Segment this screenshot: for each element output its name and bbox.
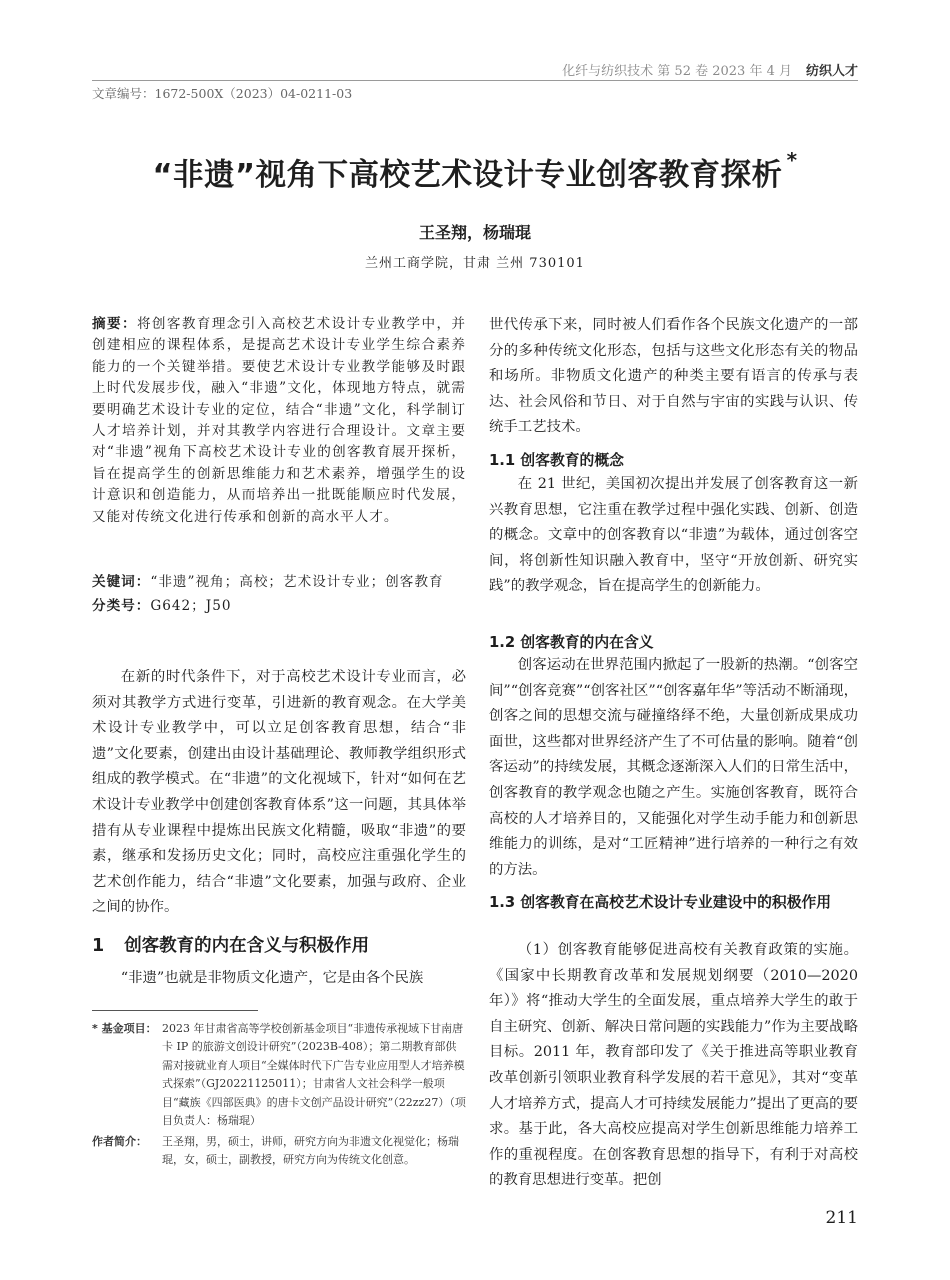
- keywords-text: “非遗”视角；高校；艺术设计专业；创客教育: [150, 574, 444, 590]
- title-text: “非遗”视角下高校艺术设计专业创客教育探析: [152, 158, 783, 193]
- section-1-2-heading: 1.2 创客教育的内在含义: [489, 634, 654, 651]
- fund-text: 2023 年甘肃省高等学校创新基金项目“非遗传承视域下甘南唐卡 IP 的旅游文创设计研究”（2023B-408）；第二期教育部供需对接就业育人项目“全媒体时代下广告专业应用型人才培养模式探索”（GJ20221125011）；甘肃省人文社会科学一般项目“藏族《四部医典》的唐卡文创产品设计研究”（22zz27）（项目负责人：杨瑞琨）: [162, 1022, 466, 1128]
- abstract-text: 将创客教育理念引入高校艺术设计专业教学中，并创建相应的课程体系，是提高艺术设计专业学生综合素养能力的一个关键举措。要使艺术设计专业教学能够及时跟上时代发展步伐，融入“非遗”文化，体现地方特点，就需要明确艺术设计专业的定位，结合“非遗”文化，科学制订人才培养计划，并对其教学内容进行合理设计。文章主要对“非遗”视角下高校艺术设计专业的创客教育展开探析，旨在提高学生的创新思维能力和艺术素养，增强学生的设计意识和创造能力，从而培养出一批既能顺应时代发展，又能对传统文化进行传承和创新的高水平人才。: [92, 316, 467, 525]
- section-1-number: 1: [92, 936, 105, 956]
- page-number: 211: [825, 1208, 858, 1228]
- fund-label: * 基金项目：: [92, 1022, 157, 1035]
- journal-info: 化纤与纺织技术 第 52 卷 2023 年 4 月: [562, 64, 792, 79]
- section-1-title: 创客教育的内在含义与积极作用: [124, 936, 370, 956]
- right-continued-para: 世代传承下来，同时被人们看作各个民族文化遗产的一部分的多种传统文化形态，包括与这些文化形态有关的物品和场所。非物质文化遗产的种类主要有语言的传承与表达、社会风俗和节日、对于自然与宇宙的实践与认识、传统手工艺技术。: [489, 317, 858, 436]
- column-name: 纺织人才: [805, 64, 858, 79]
- article-number: 文章编号：1672-500X（2023）04-0211-03: [92, 86, 353, 101]
- author-footnote: [92, 1133, 466, 1170]
- section-1-2-para: 创客运动在世界范围内掀起了一股新的热潮。“创客空间”“创客竞赛”“创客社区”“创客嘉年华”等活动不断涌现，创客之间的思想交流与碰撞络绎不绝，大量创新成果成功面世，这些都对世界经济产生了不可估量的影响。随着“创客运动”的持续发展，其概念逐渐深入人们的日常生活中，创客教育的教学观念也随之产生。实施创客教育，既符合高校的人才培养目的，又能强化对学生动手能力和创新思维能力的训练，是对“工匠精神”进行培养的一种行之有效的方法。: [489, 657, 858, 878]
- abstract-label: 摘要：: [92, 316, 137, 332]
- section-1-heading: [92, 932, 466, 957]
- class-label: 分类号：: [92, 598, 151, 614]
- header-rule: [92, 80, 858, 81]
- authors: 王圣翔，杨瑞琨: [418, 223, 531, 242]
- section-1-para: “非遗”也就是非物质文化遗产，它是由各个民族: [120, 970, 424, 986]
- author-bio-text: 王圣翔，男，硕士，讲师，研究方向为非遗文化视觉化；杨瑞琨，女，硕士，副教授，研究方向为传统文化创意。: [162, 1135, 459, 1167]
- abstract: [92, 314, 466, 528]
- section-1-1-heading: 1.1 创客教育的概念: [489, 452, 624, 469]
- class-text: G642；J50: [150, 598, 232, 614]
- footnote-rule: [92, 1010, 258, 1011]
- title-footnote-mark: *: [786, 148, 798, 172]
- section-1-3-para: （1）创客教育能够促进高校有关教育政策的实施。《国家中长期教育改革和发展规划纲要（2010—2020 年）》将“推动大学生的全面发展，重点培养大学生的敢于自主研究、创新、解决日常问题的实践能力”作为主要战略目标。2011 年，教育部印发了《关于推进高等职业教育改革创新引领职业教育科学发展的若干意见》，其对“变革人才培养方式，提高人才可持续发展能力”提出了更高的要求。基于此，各大高校应提高对学生创新思维能力培养工作的重视程度。在创客教育思想的指导下，有利于对高校的教育思想进行变革。把创: [489, 942, 858, 1189]
- fund-footnote: [92, 1020, 466, 1130]
- running-header: [562, 60, 858, 79]
- author-bio-label: 作者简介：: [92, 1135, 147, 1148]
- classification: [92, 596, 466, 617]
- affiliation: 兰州工商学院，甘肃 兰州 730101: [365, 256, 585, 271]
- paper-title: [0, 150, 950, 194]
- keywords-label: 关键词：: [92, 574, 151, 590]
- intro-paragraph: 在新的时代条件下，对于高校艺术设计专业而言，必须对其教学方式进行变革，引进新的教育观念。在大学美术设计专业教学中，可以立足创客教育思想，结合“非遗”文化要素，创建出由设计基础理论、教师教学组织形式组成的教学模式。在“非遗”的文化视域下，针对“如何在艺术设计专业教学中创建创客教育体系”这一问题，其具体举措有从专业课程中提炼出民族文化精髓，吸取“非遗”的要素，继承和发扬历史文化；同时，高校应注重强化学生的艺术创作能力，结合“非遗”文化要素，加强与政府、企业之间的协作。: [92, 669, 466, 916]
- section-1-1-para: 在 21 世纪，美国初次提出并发展了创客教育这一新兴教育思想，它注重在教学过程中强化实践、创新、创造的概念。文章中的创客教育以“非遗”为载体，通过创客空间，将创新性知识融入教育中，坚守“开放创新、研究实践”的教学观念，旨在提高学生的创新能力。: [489, 476, 858, 595]
- keywords: [92, 572, 466, 593]
- section-1-3-heading: 1.3 创客教育在高校艺术设计专业建设中的积极作用: [489, 894, 832, 911]
